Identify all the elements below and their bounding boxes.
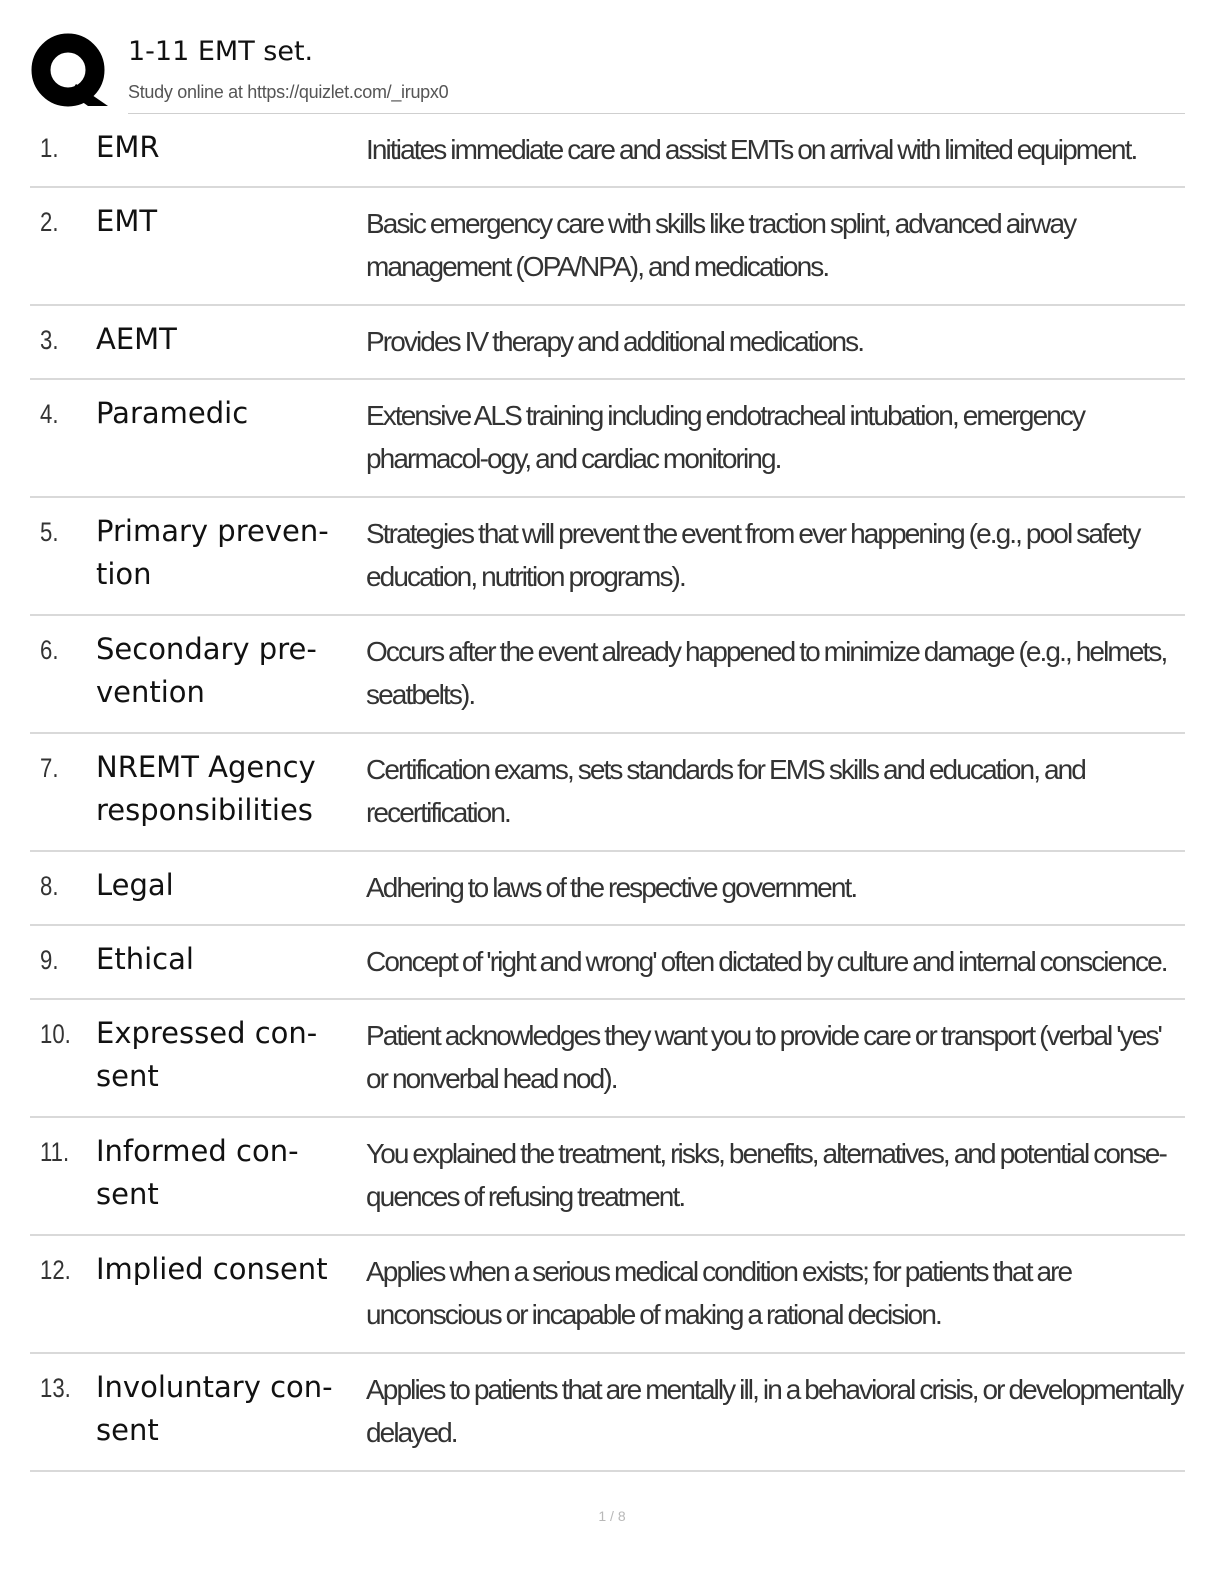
term-definition: Applies when a serious medical condition exists; for patients that are unconscious or incapable of making a rational decision. <box>366 1256 1072 1330</box>
term-word: EMR <box>96 130 160 164</box>
term-definition: Applies to patients that are mentally ill, in a behavioral crisis, or developmentally delayed. <box>366 1374 1183 1448</box>
term-number: 9. <box>40 945 59 975</box>
term-row <box>30 616 1185 734</box>
term-word: Primary preven-tion <box>96 514 329 591</box>
term-definition: Concept of 'right and wrong' often dictated by culture and internal conscience. <box>366 946 1167 977</box>
term-definition: Certification exams, sets standards for EMS skills and education, and recertification. <box>366 754 1085 828</box>
term-number: 11. <box>40 1137 70 1167</box>
term-row <box>30 1000 1185 1118</box>
term-word: Expressed con-sent <box>96 1016 318 1093</box>
term-definition: Strategies that will prevent the event from ever happening (e.g., pool safety education, nutrition programs). <box>366 518 1140 592</box>
term-row <box>30 1354 1185 1472</box>
term-definition: Occurs after the event already happened to minimize damage (e.g., helmets, seatbelts). <box>366 636 1167 710</box>
term-number: 7. <box>40 753 59 783</box>
page-number: 1 / 8 <box>598 1508 626 1524</box>
term-row <box>30 114 1185 188</box>
term-word: Implied consent <box>96 1252 328 1286</box>
term-row <box>30 1236 1185 1354</box>
term-row <box>30 852 1185 926</box>
term-number: 12. <box>40 1255 71 1285</box>
term-number: 5. <box>40 517 59 547</box>
term-number: 6. <box>40 635 59 665</box>
quizlet-logo-icon <box>30 32 110 108</box>
term-row <box>30 1118 1185 1236</box>
term-row <box>30 380 1185 498</box>
term-word: Informed con-sent <box>96 1134 299 1211</box>
study-link[interactable]: Study online at https://quizlet.com/_irupx0 <box>128 82 449 102</box>
term-word: Legal <box>96 868 174 902</box>
term-definition: Basic emergency care with skills like traction splint, advanced airway management (OPA/NPA), and medications. <box>366 208 1076 282</box>
term-number: 4. <box>40 399 59 429</box>
term-number: 10. <box>40 1019 71 1049</box>
page-header <box>30 30 1185 114</box>
term-definition: Adhering to laws of the respective government. <box>366 872 857 903</box>
term-word: Secondary pre-vention <box>96 632 317 709</box>
term-word: Involuntary con-sent <box>96 1370 333 1447</box>
term-definition: Provides IV therapy and additional medications. <box>366 326 864 357</box>
term-number: 3. <box>40 325 59 355</box>
term-definition: Extensive ALS training including endotracheal intubation, emergency pharmacol-ogy, and cardiac monitoring. <box>366 400 1085 474</box>
term-word: Ethical <box>96 942 194 976</box>
term-word: EMT <box>96 204 158 238</box>
term-definition: You explained the treatment, risks, benefits, alternatives, and potential conse-quences of refusing treatment. <box>366 1138 1166 1212</box>
term-word: Paramedic <box>96 396 249 430</box>
page-title: 1-11 EMT set. <box>128 36 314 67</box>
term-row <box>30 306 1185 380</box>
term-number: 1. <box>40 133 59 163</box>
term-word: AEMT <box>96 322 177 356</box>
term-row <box>30 734 1185 852</box>
term-number: 13. <box>40 1373 71 1403</box>
term-list <box>30 114 1185 1472</box>
term-row <box>30 188 1185 306</box>
term-number: 2. <box>40 207 59 237</box>
term-number: 8. <box>40 871 59 901</box>
term-definition: Initiates immediate care and assist EMTs on arrival with limited equipment. <box>366 134 1137 165</box>
term-row <box>30 498 1185 616</box>
term-word: NREMT Agency responsibilities <box>96 750 316 827</box>
term-definition: Patient acknowledges they want you to provide care or transport (verbal 'yes' or nonverbal head nod). <box>366 1020 1162 1094</box>
term-row <box>30 926 1185 1000</box>
